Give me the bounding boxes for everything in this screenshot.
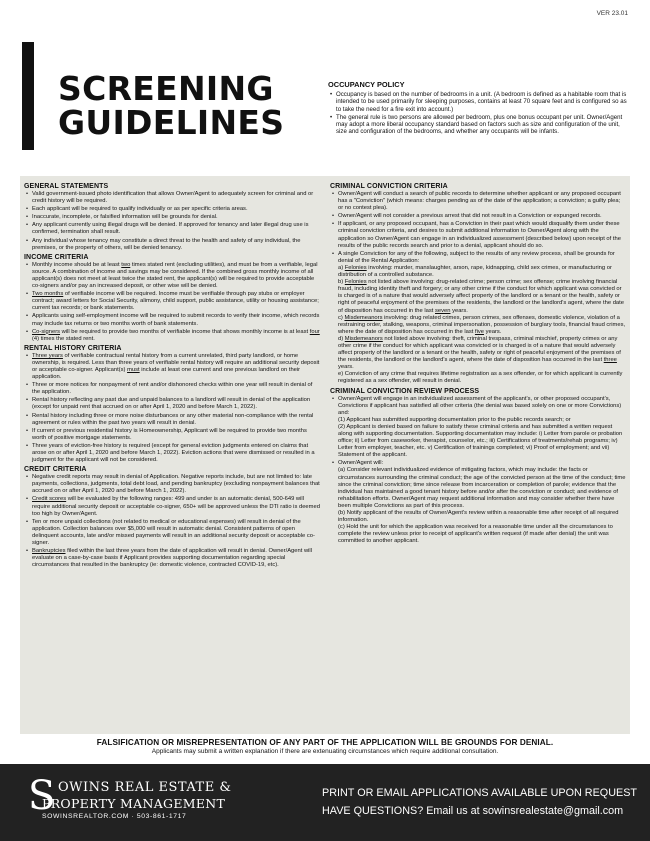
rental-item: • Three years of eviction-free history is required (except for general eviction judgments entered on claims that arose on or after April 1, 2020 and before March 1, 2022). Eviction actions that were dismissed or resulted in a judgment for the applicant will not be considered. <box>32 443 320 464</box>
title-accent-bar <box>22 42 34 150</box>
occupancy-policy <box>328 80 628 137</box>
general-item: • Inaccurate, incomplete, or falsified information will be grounds for denial. <box>32 214 320 221</box>
occupancy-item: • The general rule is two persons are allowed per bedroom, plus one bonus occupant per unit. Owner/Agent may adopt a more liberal occupancy standard based on factors such as size and configuration of the unit, size and configuration of the bedrooms, and whether any occupants will be infants. <box>336 114 628 136</box>
page-title <box>58 69 285 142</box>
income-item: • Two months of verifiable income will be required. Income must be verifiable through pay stubs or employer contract; award letters for Social Security, alimony, child support, public assistance, utility or housing assistance; current tax records; or bank statements. <box>32 291 320 312</box>
general-item: • Each applicant will be required to qualify individually or as per specific criteria areas. <box>32 206 320 213</box>
logo-line-2: PROPERTY MANAGEMENT <box>42 796 226 811</box>
denial-warning <box>20 738 630 755</box>
footer <box>0 764 650 841</box>
version-label: VER 23.01 <box>596 10 628 17</box>
review-item: • Owner/Agent will: (a) Consider relevant individualized evidence of mitigating factors, which may include: the facts or circumstances surrounding the criminal conduct; the age of the convicted person at the time of the conduct; time since the criminal conviction; time since release from incarceration or completion of parole; evidence that the individual has maintained a good tenant history before and/or after the conviction or conduct; and evidence of rehabilitation efforts. Owner/Agent may request additional information and may consider whether there have been multiple Convictions as part of this process. (b) Notify applicant of the results of Owner/Agent's review within a reasonable time after receipt of all required information. (c) Hold the unit for which the application was received for a reasonable time under all the circumstances to complete the review unless prior to receipt of applicant's written request (if made after denial) the unit was committed to another applicant. <box>338 460 626 545</box>
left-column <box>24 181 320 570</box>
occupancy-item: • Occupancy is based on the number of bedrooms in a unit. (A bedroom is defined as a habitable room that is intended to be used primarily for sleeping purposes, contains at least 70 square feet and is configured so as to take the need for a fire exit into account.) <box>336 91 628 113</box>
rental-heading: RENTAL HISTORY CRITERIA <box>24 344 122 352</box>
income-item: • Applicants using self-employment income will be required to submit records to verify their income, which records may include tax returns or two months worth of bank statements. <box>32 313 320 327</box>
rental-item: • Rental history reflecting any past due and unpaid balances to a landlord will result in denial of the application (except for unpaid rent that accrued on or after April 1, 2020 and before March 1, 2022). <box>32 397 320 411</box>
income-item: • Monthly income should be at least two times stated rent (excluding utilities), and must be from a verifiable, legal source. A combination of income and savings may be considered. If the combined gross monthly income of all applicant(s) does not meet at least twice the stated rent, the applicant(s) will be required to provide acceptable co-signers and/or pay an increased deposit, or other wise will be denied. <box>32 262 320 290</box>
credit-item: • Credit scores will be evaluated by the following ranges: 499 and under is an automatic denial, 500-649 will require additional security deposit or acceptable co-signer, 650+ will be approved unless the DTI ratio is deemed too high by Owner/Agent. <box>32 496 320 517</box>
title-line-1: SCREENING <box>58 69 274 108</box>
footer-line-1: PRINT OR EMAIL APPLICATIONS AVAILABLE UPON REQUEST <box>322 787 637 799</box>
credit-item: • Bankruptcies filed within the last three years from the date of application will result in denial. Owner/Agent will evaluate on a case-by-case basis if Applicant provides supporting documentation regarding special circumstances that resulted in the bankruptcy (ie: domestic violence, contracted COVID-19, etc). <box>32 548 320 569</box>
criminal-heading: CRIMINAL CONVICTION CRITERIA <box>330 183 448 190</box>
general-item: • Any individual whose tenancy may constitute a direct threat to the health and safety of any individual, the premises, or the property of others, will be denied tenancy. <box>32 238 320 252</box>
income-item: • Co-signers will be required to provide two months of verifiable income that shows monthly income is at least four (4) times the stated rent. <box>32 329 320 343</box>
warning-sub: Applicants may submit a written explanation if there are extenuating circumstances which require additional consultation. <box>151 748 499 755</box>
criminal-item: • If applicant, or any proposed occupant, has a Conviction in their past which would disqualify them under these criminal conviction criteria, and desires to submit additional information to Owner/Agent along with the application so Owner/Agent can engage in an individualized assessment (described below) upon receipt of the results of the public records search and prior to a denial, applicant should do so. <box>338 221 626 249</box>
footer-contact <box>322 784 637 820</box>
credit-heading: CREDIT CRITERIA <box>24 466 87 474</box>
credit-item: • Ten or more unpaid collections (not related to medical or educational expenses) will result in denial of the application. Collection balances over $5,000 will result in automatic denial. Consistent patterns of open delinquent accounts, late and/or missed payments will result in an additional security deposit or acceptable co-signer. <box>32 519 320 547</box>
general-item: • Any applicant currently using illegal drugs will be denied. If approved for tenancy and later illegal drug use is confirmed, termination shall result. <box>32 222 320 236</box>
title-line-2: GUIDELINES <box>58 103 285 142</box>
company-logo <box>28 774 258 834</box>
logo-line-3: SOWINSREALTOR.COM · 503-861-1717 <box>42 813 187 820</box>
criminal-item: • Owner/Agent will not consider a previous arrest that did not result in a Conviction or expunged records. <box>338 213 626 220</box>
rental-item: • If current or previous residential history is Homeownership, Applicant will be required to provide two months worth of positive mortgage statements. <box>32 428 320 442</box>
criteria-panel <box>20 176 630 734</box>
logo-initial: S <box>28 773 56 819</box>
occupancy-heading: OCCUPANCY POLICY <box>328 80 405 89</box>
rental-item: • Three years of verifiable contractual rental history from a current unrelated, third party landlord, or home ownership, is required. Less than three years of verifiable rental history will require an additional security deposit or acceptable co-signer. Applicant(s) must include at least one current and one previous landlord on their application. <box>32 353 320 381</box>
rental-item: • Three or more notices for nonpayment of rent and/or dishonored checks within one year will result in denial of the application. <box>32 382 320 396</box>
general-heading: GENERAL STATEMENTS <box>24 183 109 190</box>
review-item: • Owner/Agent will engage in an individualized assessment of the applicant's, or other proposed occupant's, Convictions if applicant has satisfied all other criteria (the denial was based solely on one or more Convictions) and: (1) Applicant has submitted supporting documentation prior to the public records search; or (2) Applicant is denied based on failure to satisfy these criminal criteria and has submitted a written request along with supporting documentation. Supporting documentation may include: i) Letter from parole or probation office; ii) Letter from caseworker, therapist, counselor, etc.; iii) Certifications of treatments/rehab programs; iv) Letter from employer, teacher, etc. v) Certification of trainings completed; vi) Proof of employment; and vii) Statement of the applicant. <box>338 396 626 460</box>
general-item: • Valid government-issued photo identification that allows Owner/Agent to adequately screen for criminal and or credit history will be required. <box>32 191 320 205</box>
warning-main: FALSIFICATION OR MISREPRESENTATION OF ANY PART OF THE APPLICATION WILL BE GROUNDS FOR DENIAL. <box>96 738 554 747</box>
rental-item: • Rental history including three or more noise disturbances or any other material non-compliance with the rental agreement or rules within the past two years will result in denial. <box>32 413 320 427</box>
right-column <box>330 181 626 547</box>
criminal-item: • A single Conviction for any of the following, subject to the results of any review process, shall be grounds for denial of the Rental Application: a) Felonies involving: murder, manslaughter, arson, rape, kidnapping, child sex crimes, or manufacturing or distribution of a controlled substance. b) Felonies not listed above involving: drug-related crime; person crime; sex offense; crime involving financial fraud, including identity theft and forgery; or any other crime if the conduct for which applicant was convicted or is charged is of a nature that would adversely affect property of the landlord or a tenant or the health, safety or right of peaceful enjoyment of the premises of the residents, the landlord or the landlord's agent, where the date of disposition has occurred in the last seven years. c) Misdemeanors involving: drug related crimes, person crimes, sex offenses, domestic violence, violation of a restraining order, stalking, weapons, criminal impersonation, possession of burglary tools, financial fraud crimes, where the date of disposition has occurred in the last five years. d) Misdemeanors not listed above involving: theft, criminal trespass, criminal mischief, property crimes or any other crime if the conduct for which applicant was convicted or is charged is of a nature that would adversely affect property of the landlord or a tenant or the health, safety or right of peaceful enjoyment of the premises of the residents, the landlord or the landlord's agent, where the date of disposition has occurred in the last three years. e) Conviction of any crime that requires lifetime registration as a sex offender, or for which applicant is currently registered as a sex offender, will result in denial. <box>338 251 626 386</box>
income-heading: INCOME CRITERIA <box>24 253 89 261</box>
logo-line-1: OWINS REAL ESTATE & <box>58 780 232 795</box>
criminal-item: • Owner/Agent will conduct a search of public records to determine whether applicant or any proposed occupant has a "Conviction" (which means: charges pending as of the date of the application; a conviction; a guilty plea; or no contest plea). <box>338 191 626 212</box>
credit-item: • Negative credit reports may result in denial of Application. Negative reports include, but are not limited to: late payments, collections, judgments, total debt load, and pending bankruptcy (excluding nonpayment balances that accrued on or after April 1, 2020 and before March 1, 2022). <box>32 474 320 495</box>
review-heading: CRIMINAL CONVICTION REVIEW PROCESS <box>330 387 480 395</box>
footer-line-2: HAVE QUESTIONS? Email us at sowinsrealestate@gmail.com <box>322 805 624 817</box>
